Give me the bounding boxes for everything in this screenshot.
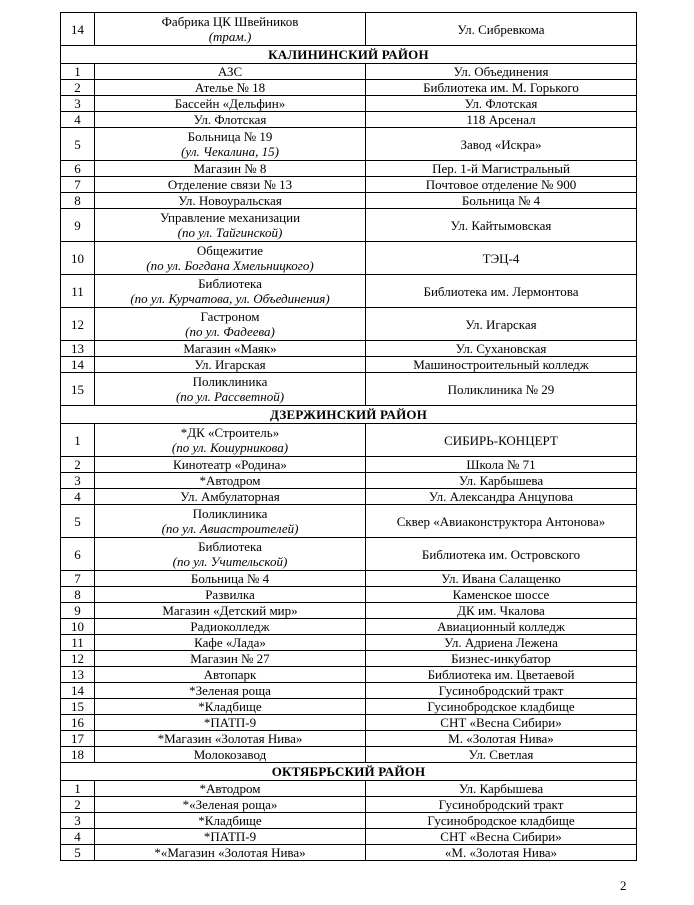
route-end: ТЭЦ-4	[366, 242, 637, 275]
table-row	[61, 473, 637, 489]
table-row	[61, 667, 637, 683]
row-number: 10	[61, 619, 95, 635]
route-end: Ул. Сибревкома	[366, 13, 637, 46]
row-number: 5	[61, 505, 95, 538]
district-title: КАЛИНИНСКИЙ РАЙОН	[61, 46, 637, 64]
table-row	[61, 651, 637, 667]
row-number: 15	[61, 373, 95, 406]
table-row	[61, 683, 637, 699]
row-number: 12	[61, 308, 95, 341]
route-end: Библиотека им. Островского	[366, 538, 637, 571]
table-row	[61, 603, 637, 619]
route-start-cell	[95, 341, 366, 357]
route-end: Ул. Игарская	[366, 308, 637, 341]
district-title: ОКТЯБРЬСКИЙ РАЙОН	[61, 763, 637, 781]
routes-table-body	[61, 13, 637, 861]
route-start-cell	[95, 603, 366, 619]
route-start: Ателье № 18	[194, 80, 266, 95]
row-number: 5	[61, 845, 95, 861]
row-number: 14	[61, 357, 95, 373]
route-start: Фабрика ЦК Швейников	[161, 14, 299, 29]
table-row	[61, 571, 637, 587]
route-start-cell	[95, 128, 366, 161]
route-start: Молокозавод	[193, 747, 267, 762]
table-row	[61, 587, 637, 603]
row-number: 3	[61, 96, 95, 112]
row-number: 11	[61, 635, 95, 651]
route-start-note: (по ул. Богдана Хмельницкого)	[146, 258, 314, 273]
route-start-cell	[95, 177, 366, 193]
row-number: 17	[61, 731, 95, 747]
row-number: 9	[61, 603, 95, 619]
route-start-cell	[95, 797, 366, 813]
route-end: Ул. Карбышева	[366, 473, 637, 489]
route-start: Автопарк	[203, 667, 257, 682]
route-end: Школа № 71	[366, 457, 637, 473]
row-number: 15	[61, 699, 95, 715]
route-start-note: (ул. Чекалина, 15)	[181, 144, 279, 159]
route-start: Больница № 19	[187, 129, 273, 144]
route-end: Гусинобродское кладбище	[366, 699, 637, 715]
route-start-cell	[95, 112, 366, 128]
row-number: 3	[61, 473, 95, 489]
route-start: *Кладбище	[198, 813, 262, 828]
row-number: 13	[61, 341, 95, 357]
table-row	[61, 489, 637, 505]
route-end: Гусинобродский тракт	[366, 683, 637, 699]
route-start: Радиоколледж	[190, 619, 270, 634]
route-start-cell	[95, 813, 366, 829]
route-start: Гастроном	[200, 309, 260, 324]
route-end: СНТ «Весна Сибири»	[366, 715, 637, 731]
row-number: 16	[61, 715, 95, 731]
route-start-cell	[95, 489, 366, 505]
route-end: Ул. Ивана Салащенко	[366, 571, 637, 587]
route-end: Библиотека им. М. Горького	[366, 80, 637, 96]
route-start-cell	[95, 587, 366, 603]
route-start: Общежитие	[196, 243, 264, 258]
route-end: Почтовое отделение № 900	[366, 177, 637, 193]
route-start-cell	[95, 538, 366, 571]
row-number: 7	[61, 571, 95, 587]
route-start-cell	[95, 571, 366, 587]
route-end: Библиотека им. Цветаевой	[366, 667, 637, 683]
route-start: Поликлиника	[192, 374, 268, 389]
route-end: Ул. Адриена Лежена	[366, 635, 637, 651]
row-number: 13	[61, 667, 95, 683]
route-start-cell	[95, 275, 366, 308]
route-end: М. «Золотая Нива»	[366, 731, 637, 747]
table-row	[61, 193, 637, 209]
table-row	[61, 373, 637, 406]
table-row	[61, 209, 637, 242]
route-start-cell	[95, 373, 366, 406]
row-number: 6	[61, 538, 95, 571]
route-start: Поликлиника	[192, 506, 268, 521]
route-start-cell	[95, 683, 366, 699]
route-end: Пер. 1-й Магистральный	[366, 161, 637, 177]
row-number: 5	[61, 128, 95, 161]
route-start-cell	[95, 731, 366, 747]
route-start: Магазин № 8	[193, 161, 267, 176]
route-start-cell	[95, 781, 366, 797]
route-start: *Зеленая роща	[189, 683, 271, 698]
table-row	[61, 845, 637, 861]
route-end: «М. «Золотая Нива»	[366, 845, 637, 861]
route-start-note: (по ул. Авиастроителей)	[161, 521, 299, 536]
route-start-cell	[95, 242, 366, 275]
route-start: Библиотека	[198, 276, 262, 291]
district-header-row	[61, 46, 637, 64]
route-start-cell	[95, 193, 366, 209]
routes-table	[60, 12, 637, 861]
row-number: 14	[61, 13, 95, 46]
row-number: 4	[61, 489, 95, 505]
route-start: Кафе «Лада»	[194, 635, 266, 650]
route-start-cell	[95, 357, 366, 373]
table-row	[61, 635, 637, 651]
route-start: АЗС	[217, 64, 243, 79]
route-end: Ул. Объединения	[366, 64, 637, 80]
route-start: *Магазин «Золотая Нива»	[157, 731, 303, 746]
row-number: 11	[61, 275, 95, 308]
table-row	[61, 13, 637, 46]
route-start: Больница № 4	[190, 571, 270, 586]
route-start-cell	[95, 96, 366, 112]
route-start-note: (по ул. Тайгинской)	[177, 225, 283, 240]
row-number: 1	[61, 64, 95, 80]
route-start-cell	[95, 651, 366, 667]
row-number: 6	[61, 161, 95, 177]
route-start-cell	[95, 13, 366, 46]
route-start: Бассейн «Дельфин»	[174, 96, 286, 111]
table-row	[61, 80, 637, 96]
route-start-cell	[95, 457, 366, 473]
route-end: Каменское шоссе	[366, 587, 637, 603]
table-row	[61, 731, 637, 747]
row-number: 2	[61, 457, 95, 473]
route-start-cell	[95, 829, 366, 845]
row-number: 18	[61, 747, 95, 763]
route-start-cell	[95, 424, 366, 457]
row-number: 7	[61, 177, 95, 193]
route-end: Гусинобродский тракт	[366, 797, 637, 813]
table-row	[61, 275, 637, 308]
table-row	[61, 457, 637, 473]
route-start-note: (по ул. Курчатова, ул. Объединения)	[130, 291, 330, 306]
route-start-cell	[95, 161, 366, 177]
route-end: СИБИРЬ-КОНЦЕРТ	[366, 424, 637, 457]
route-start: *«Зеленая роща»	[182, 797, 278, 812]
row-number: 1	[61, 781, 95, 797]
route-start-cell	[95, 845, 366, 861]
route-start: Ул. Игарская	[194, 357, 266, 372]
route-start-cell	[95, 747, 366, 763]
route-start-note: (трам.)	[208, 29, 252, 44]
row-number: 10	[61, 242, 95, 275]
route-start-note: (по ул. Учительской)	[172, 554, 288, 569]
route-start: Ул. Амбулаторная	[180, 489, 280, 504]
route-end: Машиностроительный колледж	[366, 357, 637, 373]
row-number: 4	[61, 112, 95, 128]
row-number: 8	[61, 587, 95, 603]
route-start: Управление механизации	[159, 210, 301, 225]
route-start-cell	[95, 505, 366, 538]
route-start: *ДК «Строитель»	[180, 425, 280, 440]
route-start-cell	[95, 473, 366, 489]
row-number: 2	[61, 80, 95, 96]
table-row	[61, 161, 637, 177]
route-start-note: (по ул. Фадеева)	[185, 324, 275, 339]
route-end: Ул. Светлая	[366, 747, 637, 763]
row-number: 3	[61, 813, 95, 829]
table-row	[61, 781, 637, 797]
route-end: Ул. Сухановская	[366, 341, 637, 357]
route-start: *Кладбище	[198, 699, 262, 714]
route-end: Гусинобродское кладбище	[366, 813, 637, 829]
route-start-note: (по ул. Кошурникова)	[171, 440, 289, 455]
route-end: Ул. Кайтымовская	[366, 209, 637, 242]
table-row	[61, 308, 637, 341]
route-start: Ул. Флотская	[193, 112, 267, 127]
route-start-cell	[95, 715, 366, 731]
table-row	[61, 797, 637, 813]
route-end: Бизнес-инкубатор	[366, 651, 637, 667]
route-start-cell	[95, 80, 366, 96]
table-row	[61, 357, 637, 373]
row-number: 8	[61, 193, 95, 209]
route-start: Библиотека	[198, 539, 262, 554]
district-title: ДЗЕРЖИНСКИЙ РАЙОН	[61, 406, 637, 424]
table-row	[61, 112, 637, 128]
route-end: Библиотека им. Лермонтова	[366, 275, 637, 308]
route-end: Больница № 4	[366, 193, 637, 209]
row-number: 4	[61, 829, 95, 845]
route-start-cell	[95, 64, 366, 80]
route-start: Развилка	[205, 587, 255, 602]
route-start: Отделение связи № 13	[167, 177, 293, 192]
table-row	[61, 128, 637, 161]
route-end: 118 Арсенал	[366, 112, 637, 128]
route-start: *Автодром	[199, 781, 261, 796]
district-header-row	[61, 406, 637, 424]
route-end: Ул. Карбышева	[366, 781, 637, 797]
row-number: 12	[61, 651, 95, 667]
route-start: *Автодром	[199, 473, 261, 488]
row-number: 14	[61, 683, 95, 699]
route-start-cell	[95, 308, 366, 341]
route-start-cell	[95, 699, 366, 715]
table-row	[61, 699, 637, 715]
route-end: СНТ «Весна Сибири»	[366, 829, 637, 845]
table-row	[61, 829, 637, 845]
route-end: ДК им. Чкалова	[366, 603, 637, 619]
table-row	[61, 64, 637, 80]
row-number: 9	[61, 209, 95, 242]
row-number: 1	[61, 424, 95, 457]
route-end: Авиационный колледж	[366, 619, 637, 635]
route-start: *«Магазин «Золотая Нива»	[154, 845, 306, 860]
route-start: Магазин «Детский мир»	[162, 603, 298, 618]
table-row	[61, 177, 637, 193]
route-end: Сквер «Авиаконструктора Антонова»	[366, 505, 637, 538]
table-row	[61, 424, 637, 457]
district-header-row	[61, 763, 637, 781]
route-start: Магазин № 27	[190, 651, 270, 666]
page-number: 2	[620, 878, 627, 893]
route-start-cell	[95, 619, 366, 635]
route-start-cell	[95, 209, 366, 242]
table-row	[61, 715, 637, 731]
table-row	[61, 813, 637, 829]
route-start-cell	[95, 667, 366, 683]
route-end: Завод «Искра»	[366, 128, 637, 161]
route-start-note: (по ул. Рассветной)	[175, 389, 285, 404]
table-row	[61, 747, 637, 763]
table-row	[61, 538, 637, 571]
table-row	[61, 341, 637, 357]
route-start: Магазин «Маяк»	[183, 341, 277, 356]
table-row	[61, 96, 637, 112]
route-end: Ул. Флотская	[366, 96, 637, 112]
route-start-cell	[95, 635, 366, 651]
route-start: *ПАТП-9	[203, 829, 257, 844]
row-number: 2	[61, 797, 95, 813]
route-end: Ул. Александра Анцупова	[366, 489, 637, 505]
table-row	[61, 505, 637, 538]
table-row	[61, 242, 637, 275]
route-start: Ул. Новоуральская	[178, 193, 282, 208]
table-row	[61, 619, 637, 635]
route-start: Кинотеатр «Родина»	[173, 457, 287, 472]
route-end: Поликлиника № 29	[366, 373, 637, 406]
route-start: *ПАТП-9	[203, 715, 257, 730]
